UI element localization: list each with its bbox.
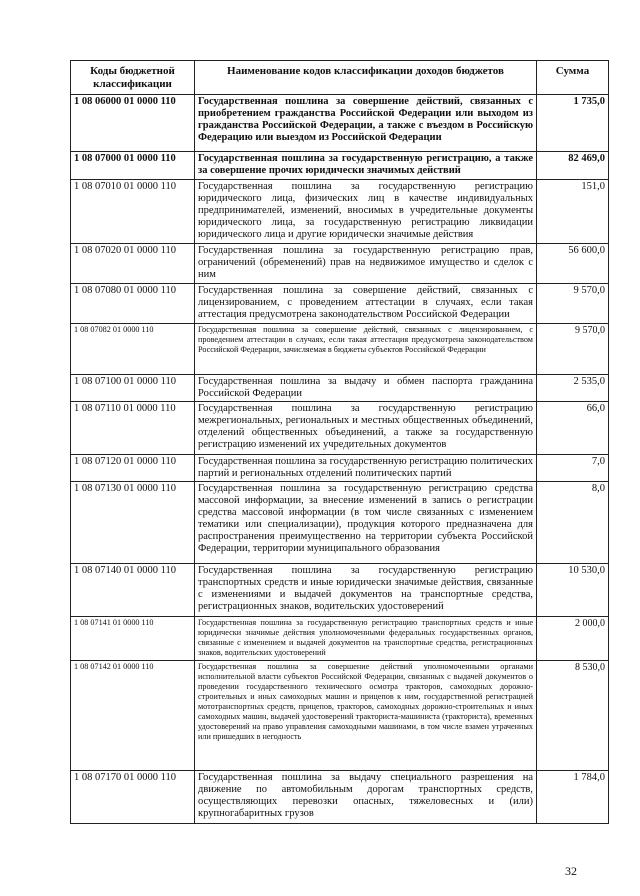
table-row [71, 455, 609, 482]
row-code: 1 08 07142 01 0000 110 [71, 661, 195, 771]
table-row [71, 152, 609, 180]
row-amount: 8 530,0 [537, 661, 609, 771]
row-code: 1 08 07020 01 0000 110 [71, 244, 195, 284]
table-row [71, 661, 609, 771]
page-number: 32 [565, 864, 577, 878]
table-header-row [71, 61, 609, 95]
row-name: Государственная пошлина за выдачу и обмен паспорта гражданина Российской Федерации [195, 375, 537, 402]
row-code: 1 08 07141 01 0000 110 [71, 617, 195, 661]
row-amount: 9 570,0 [537, 324, 609, 375]
row-amount: 10 530,0 [537, 564, 609, 617]
row-code: 1 08 07082 01 0000 110 [71, 324, 195, 375]
row-name: Государственная пошлина за государственную регистрацию прав, ограничений (обременений) прав на недвижимое имущество и сделок с ним [195, 244, 537, 284]
row-amount: 8,0 [537, 482, 609, 564]
row-code: 1 08 07110 01 0000 110 [71, 402, 195, 455]
row-name: Государственная пошлина за выдачу специального разрешения на движение по автомобильным дорогам транспортных средств, осуществляющих перевозки опасных, тяжеловесных и (или) крупногабаритных грузов [195, 771, 537, 824]
row-amount: 1 784,0 [537, 771, 609, 824]
table-row [71, 617, 609, 661]
row-amount: 56 600,0 [537, 244, 609, 284]
row-name: Государственная пошлина за государственную регистрацию политических партий и региональных отделений политических партий [195, 455, 537, 482]
row-amount: 7,0 [537, 455, 609, 482]
row-amount: 2 000,0 [537, 617, 609, 661]
row-name: Государственная пошлина за государственную регистрацию, а также за совершение прочих юридически значимых действий [195, 152, 537, 180]
header-amount: Сумма [537, 61, 609, 95]
table-row [71, 375, 609, 402]
row-code: 1 08 07130 01 0000 110 [71, 482, 195, 564]
row-amount: 151,0 [537, 180, 609, 244]
row-name: Государственная пошлина за совершение действий уполномоченными органами исполнительной власти субъектов Российской Федерации, связанных с выдачей документов о проведении государственного технического осмотра тракторов, самоходных дорожно-строительных и иных самоходных машин и прицепов к ним, государственной регистрацией мототранспортных средств, прицепов, тракторов, самоходных дорожно-строительных и иных самоходных машин, выдачей удостоверений тракториста-машиниста (тракториста), временных удостоверений на право управления самоходными машинами, в том числе взамен утраченных или пришедших в негодность [195, 661, 537, 771]
row-name: Государственная пошлина за государственную регистрацию межрегиональных, региональных и местных общественных объединений, отделений общественных объединений, а также за государственную регистрацию изменений их учредительных документов [195, 402, 537, 455]
table-row [71, 95, 609, 152]
row-code: 1 08 06000 01 0000 110 [71, 95, 195, 152]
row-code: 1 08 07140 01 0000 110 [71, 564, 195, 617]
row-code: 1 08 07120 01 0000 110 [71, 455, 195, 482]
header-name: Наименование кодов классификации доходов бюджетов [195, 61, 537, 95]
row-code: 1 08 07100 01 0000 110 [71, 375, 195, 402]
row-name: Государственная пошлина за совершение действий, связанных с лицензированием, с проведением аттестации в случаях, если такая аттестация предусмотрена законодательством Российской Федерации, зачисляемая в бюджеты субъектов Российской Федерации [195, 324, 537, 375]
row-amount: 66,0 [537, 402, 609, 455]
table-row [71, 482, 609, 564]
row-name: Государственная пошлина за государственную регистрацию юридического лица, физических лиц в качестве индивидуальных предпринимателей, изменений, вносимых в учредительные документы юридического лица, за государственную регистрацию ликвидации юридического лица и другие юридически значимые действия [195, 180, 537, 244]
budget-revenue-table [70, 60, 609, 824]
table-row [71, 564, 609, 617]
row-code: 1 08 07080 01 0000 110 [71, 284, 195, 324]
row-code: 1 08 07010 01 0000 110 [71, 180, 195, 244]
table-row [71, 284, 609, 324]
row-amount: 9 570,0 [537, 284, 609, 324]
row-name: Государственная пошлина за государственную регистрацию транспортных средств и иные юридически значимые действия уполномоченными федеральных государственных органов, связанные с изменением и выдачей документов на транспортные средства, регистрационных знаков, водительских удостоверений [195, 617, 537, 661]
table-row [71, 180, 609, 244]
row-name: Государственная пошлина за государственную регистрацию средства массовой информации, за внесение изменений в запись о регистрации средства массовой информации (в том числе связанных с изменением тематики или специализации), продукция которого предназначена для распространения преимущественно на территории субъекта Российской Федерации, территории муниципального образования [195, 482, 537, 564]
row-code: 1 08 07000 01 0000 110 [71, 152, 195, 180]
row-amount: 1 735,0 [537, 95, 609, 152]
row-code: 1 08 07170 01 0000 110 [71, 771, 195, 824]
table-row [71, 771, 609, 824]
row-amount: 82 469,0 [537, 152, 609, 180]
row-amount: 2 535,0 [537, 375, 609, 402]
table-row [71, 402, 609, 455]
table-row [71, 324, 609, 375]
row-name: Государственная пошлина за совершение действий, связанных с приобретением гражданства Российской Федерации или выходом из гражданства Российской Федерации, а также с въездом в Российскую Федерацию или выездом из Российской Федерации [195, 95, 537, 152]
table-row [71, 244, 609, 284]
row-name: Государственная пошлина за государственную регистрацию транспортных средств и иные юридически значимые действия, связанные с изменениями и выдачей документов на транспортные средства, регистрационных знаков, водительских удостоверений [195, 564, 537, 617]
header-codes: Коды бюджетной классификации [71, 61, 195, 95]
row-name: Государственная пошлина за совершение действий, связанных с лицензированием, с проведением аттестации в случаях, если такая аттестация предусмотрена законодательством Российской Федерации [195, 284, 537, 324]
